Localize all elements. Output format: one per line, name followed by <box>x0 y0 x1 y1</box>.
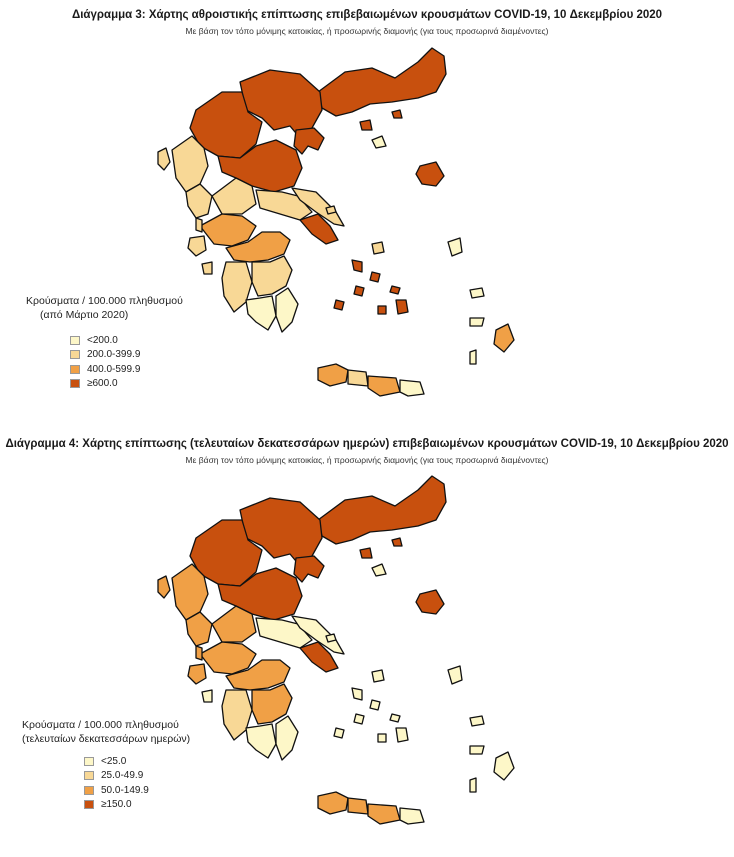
region-rethymno <box>348 798 368 814</box>
region-epirus-south <box>186 184 212 218</box>
region-kefalonia <box>188 664 206 684</box>
region-west-greece <box>200 642 256 674</box>
region-epirus-south <box>186 612 212 646</box>
region-naxos <box>396 728 408 742</box>
region-naxos <box>396 300 408 314</box>
region-zakynthos <box>202 690 212 702</box>
legend-entry <box>84 769 190 784</box>
legend-entry <box>84 783 190 798</box>
region-mykonos <box>390 714 400 722</box>
region-lemnos <box>372 564 386 576</box>
region-lasithi <box>400 808 424 824</box>
region-lesvos <box>416 162 444 186</box>
region-lemnos <box>372 136 386 148</box>
map2-legend <box>22 718 190 812</box>
region-samos <box>470 288 484 298</box>
region-samos <box>470 716 484 726</box>
legend-swatch <box>84 757 94 766</box>
region-karpathos <box>470 350 476 364</box>
region-corfu <box>158 576 170 598</box>
legend-label: <25.0 <box>101 755 127 767</box>
region-thasos <box>360 548 372 558</box>
region-corfu <box>158 148 170 170</box>
legend-swatch <box>84 771 94 780</box>
map2-title: Διάγραμμα 4: Χάρτης επίπτωσης (τελευταίων δεκατεσσάρων ημερών) επιβεβαιωμένων κρουσμάτων COVID-19, 10 Δεκεμβρίου 2020 <box>5 438 729 450</box>
legend-swatch <box>84 786 94 795</box>
map-panel-cumulative <box>0 0 734 420</box>
legend-entry <box>70 362 183 377</box>
legend-entry <box>70 348 183 363</box>
legend-label: ≥150.0 <box>101 799 132 811</box>
region-lasithi <box>400 380 424 396</box>
region-paros <box>378 306 386 314</box>
region-chios <box>448 666 462 684</box>
region-tinos <box>370 272 380 282</box>
region-andros <box>352 260 362 272</box>
region-lefkada <box>196 646 202 660</box>
legend-swatch <box>70 365 80 374</box>
region-rethymno <box>348 370 368 386</box>
region-thrace <box>318 476 446 544</box>
legend-label: 200.0-399.9 <box>87 349 141 361</box>
legend-entry <box>70 377 183 392</box>
region-kefalonia <box>188 236 206 256</box>
region-kos <box>470 746 484 754</box>
region-thrace <box>318 48 446 116</box>
region-mykonos <box>390 286 400 294</box>
region-chalkidiki <box>294 128 324 154</box>
region-heraklion <box>368 804 400 824</box>
region-chania <box>318 792 348 814</box>
legend-label: ≥600.0 <box>87 378 118 390</box>
region-kos <box>470 318 484 326</box>
region-karpathos <box>470 778 476 792</box>
map1-legend-subtitle: (από Μάρτιο 2020) <box>40 309 129 321</box>
region-chalkidiki <box>294 556 324 582</box>
region-cyclades-west <box>334 728 344 738</box>
map1-legend <box>26 294 183 391</box>
map2-subtitle: Με βάση τον τόπο μόνιμης κατοικίας, ή προσωρινής διαμονής (για τους προσωρινά διαμένοντες) <box>185 455 549 465</box>
map2-legend-title: Κρούσματα / 100.000 πληθυσμού <box>22 719 179 731</box>
legend-entry <box>84 754 190 769</box>
region-rhodes <box>494 752 514 780</box>
map2-legend-subtitle: (τελευταίων δεκατεσσάρων ημερών) <box>22 733 191 745</box>
region-rhodes <box>494 324 514 352</box>
region-peloponnese-southwest <box>246 724 276 758</box>
region-andros <box>352 688 362 700</box>
region-paros <box>378 734 386 742</box>
region-samothrace <box>392 110 402 118</box>
region-skyros <box>372 242 384 254</box>
region-lefkada <box>196 218 202 232</box>
legend-swatch <box>70 379 80 388</box>
map1-title: Διάγραμμα 3: Χάρτης αθροιστικής επίπτωσης επιβεβαιωμένων κρουσμάτων COVID-19, 10 Δεκεμβρίου 2020 <box>71 9 663 21</box>
legend-label: 400.0-599.9 <box>87 363 141 375</box>
region-peloponnese-southwest <box>246 296 276 330</box>
region-lesvos <box>416 590 444 614</box>
legend-label: <200.0 <box>87 334 118 346</box>
region-chios <box>448 238 462 256</box>
region-skiathos <box>326 206 336 214</box>
map1-legend-title: Κρούσματα / 100.000 πληθυσμού <box>26 295 183 307</box>
region-tinos <box>370 700 380 710</box>
legend-label: 25.0-49.9 <box>101 770 144 782</box>
map-panel-14day <box>0 428 734 857</box>
region-zakynthos <box>202 262 212 274</box>
region-peloponnese-southeast <box>276 716 298 760</box>
region-thasos <box>360 120 372 130</box>
region-syros <box>354 714 364 724</box>
legend-swatch <box>70 336 80 345</box>
region-peloponnese-southeast <box>276 288 298 332</box>
region-heraklion <box>368 376 400 396</box>
region-skyros <box>372 670 384 682</box>
region-samothrace <box>392 538 402 546</box>
region-chania <box>318 364 348 386</box>
region-syros <box>354 286 364 296</box>
legend-swatch <box>70 350 80 359</box>
legend-swatch <box>84 800 94 809</box>
legend-entry <box>84 798 190 813</box>
map1-subtitle: Με βάση τον τόπο μόνιμης κατοικίας, ή προσωρινής διαμονής (για τους προσωρινά διαμένοντες) <box>185 26 549 36</box>
region-cyclades-west <box>334 300 344 310</box>
legend-entry <box>70 333 183 348</box>
region-skiathos <box>326 634 336 642</box>
region-west-greece <box>200 214 256 246</box>
legend-label: 50.0-149.9 <box>101 784 149 796</box>
